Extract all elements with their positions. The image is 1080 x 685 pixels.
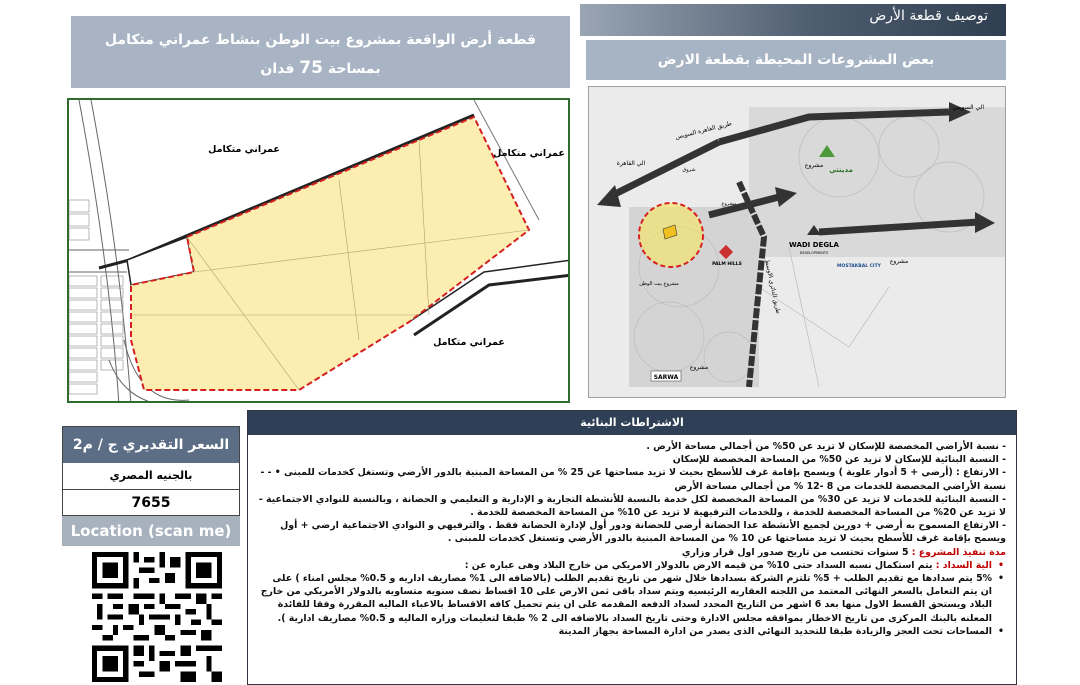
condition-line: - الارتفاع المسموح به أرضي + دورين لجميع الأنشطة عدا الحضانة أرضي للحضانة ودور أول لإدارة الحضانة فقط . والترفيهي و النوادي الاجتماعية ارضي + أول ويسمح بإقامة غرف للأسطح بحيث لا تزيد مساحتها عن 10 % من المساحة المبنية بالدور الأرضي وتستغل كخدمات للمبنى . [280,520,1006,545]
site-plan-map [67,98,570,403]
label-madinaty-project: مشروع [804,162,824,169]
surrounding-projects-header: بعض المشروعات المحيطة بقطعة الارض [586,40,1006,80]
condition-line: - النسبة البنائية للإسكان لا تزيد عن 50% من المساحة المخصصة للإسكان [672,454,1006,466]
price-box [62,426,240,516]
price-title: السعر التقديري ج / م2 [63,427,239,463]
plot-area: بمساحة 75 فدان [260,58,381,78]
building-conditions-panel [247,410,1017,685]
land-description-header: توصيف قطعة الأرض [580,4,1006,36]
site-plan-drawing [69,100,570,403]
label-integrated-urban-1: عمراني متكامل [208,144,280,155]
label-project: مشروع [721,201,737,207]
label-integrated-urban-3: عمراني متكامل [433,337,505,348]
plot-title-line1: قطعة أرض الواقعة بمشروع بيت الوطن بنشاط عمراني متكامل [104,32,537,48]
label-beit-el-watan: مشروع بيت الوطن [639,281,679,287]
price-value: 7655 [131,495,171,511]
project-duration: مدة تنفيذ المشروع : 5 سنوات تحتسب من تاريخ صدور اول قرار وزاري [681,546,1006,558]
area-note: • المساحات تحت العجز والزيادة طبقا للتحديد النهائي الذى يصدر من ادارة المساحة بجهاز المدينة [258,625,1006,638]
label-ring-road: طريق الدائري الاوسط [763,258,782,315]
land-plot [131,117,529,390]
building-conditions-title: الاشتراطات البنائية [248,411,1016,435]
residential-lots [69,200,123,394]
plot-area-value: 75 [299,58,323,78]
plot-title [71,16,570,88]
mostakbal-logo: MOSTAKBAL CITY [837,264,881,269]
label-to-cairo: الي القاهرة [616,160,646,167]
label-cairo-suez-road: طريق القاهرة السويس [674,120,733,141]
label-integrated-urban-2: عمراني متكامل [493,148,565,159]
location-qr-code[interactable] [92,552,222,682]
label-mostakbal-project: مشروع [889,258,909,265]
payment-detail: • 5% يتم سدادها مع تقديم الطلب + 5% تلتزم الشركة بسدادها خلال شهر من تاريخ تقديم الطلب (بالاضافه الى 1% مصاريف اداريه و 0.5% مجلس امناء ) على ان يتم التعامل بالسعر النهائى المعتمد من اللجنه العقاريه الرئيسيه ويتم سداد باقى ثمن الارض على 10 اقساط نصف سنويه متساويه بالدولار الأمريكي من خارج البلاد ويستحق القسط الاول منها بعد 6 اشهر من التاريخ المحدد لسداد الدفعه المقدمه على ان يتم تحميل كافه الاقساط بالاعباء الماليه المقررة وفقا للفائدة المعلنه بالبنك المركزى من تاريخ الاخطار بموافقه مجلس الادارة وحتى تاريخ السداد بالاضافه الى 2 % طبقا لتعليمات وزاره الماليه و 0.5% مصاريف ادارية ). [258,572,1006,625]
label-elshorouk: شروق [682,167,696,173]
madinaty-logo: مدينتي [829,166,853,174]
sarwa-logo: SARWA [653,374,679,381]
condition-line: - الارتفاع : (أرضي + 5 أدوار علوية ) ويسمح بإقامة غرف للأسطح بحيث لا تزيد مساحتها عن 25 % من المساحة المبنية بالدور الأرضي وتستغل كخدمات للمبنى • - - نسبة الأراضي المخصصة للخدمات من 8 -12 % من أجمالي مساحة الأرض [260,467,1006,492]
condition-line: - نسبة الأراضي المخصصة للإسكان لا تزيد عن 50% من أجمالي مساحة الأرض . [646,441,1006,452]
payment-mechanism: • الية السداد : يتم استكمال نسبه السداد حتى 10% من قيمه الارض بالدولار الامريكي من خارج البلاد وهى عباره عن : [258,559,1006,572]
location-label: Location (scan me) [62,516,240,546]
label-sarwa-project: مشروع [689,364,709,371]
location-map [588,86,1006,398]
palm-hills-logo: PALM HILLS [712,262,742,267]
label-to-suez: الي السويس [952,104,984,111]
wadi-degla-logo: WADI DEGLA [789,241,839,249]
building-conditions-body [248,435,1016,638]
location-map-drawing [589,87,1006,398]
price-unit: بالجنيه المصري [63,463,239,490]
condition-line: - النسبة البنائية للخدمات لا تزيد عن 30% من المساحة المخصصة لكل خدمة بالنسبة للأنشطة التجارية و الإدارية و التعليمي و الحضانة ، وبالنسبة للنوادي الاجتماعية - لا تزيد عن 20% من المساحة المخصصة للخدمة ، وللخدمات الترفيهية لا تزيد عن 10% من المساحة المخصصة للخدمة . [258,493,1006,519]
wadi-degla-sub: DEVELOPMENTS [799,251,829,255]
